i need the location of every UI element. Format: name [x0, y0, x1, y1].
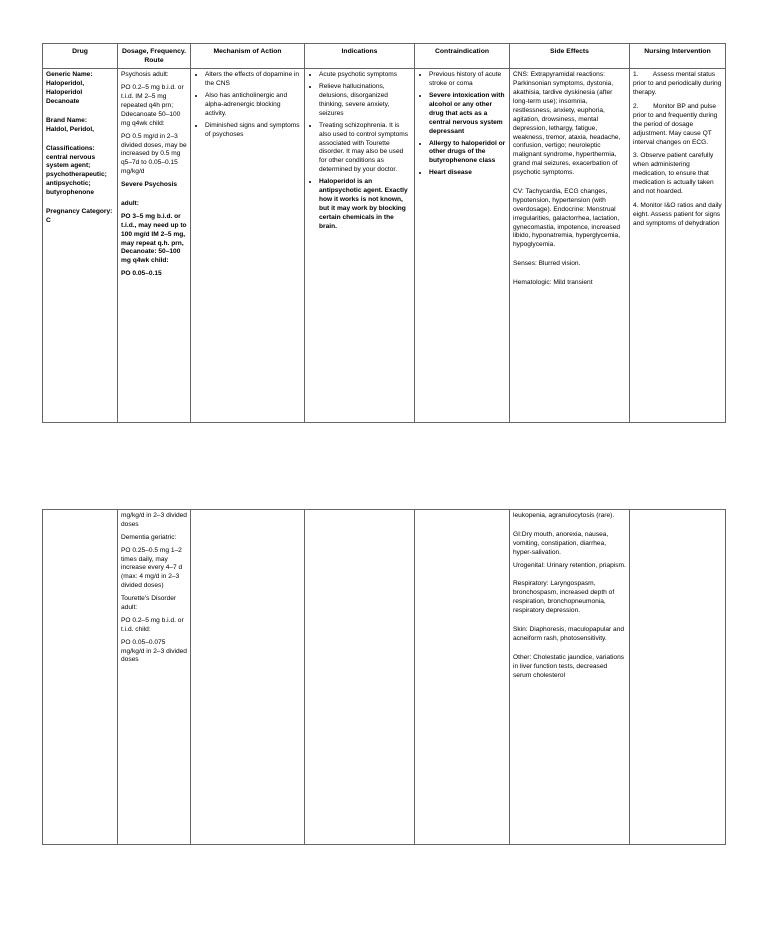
dosage-line: Dementia geriatric:: [121, 533, 177, 541]
indications-cell-empty: [305, 510, 415, 845]
dosage-line: PO 0.2–5 mg b.i.d. or t.i.d. IM 2–5 mg repeated q4h prn; Ddecanoate 50–100 mg q4wk child:: [121, 84, 184, 127]
header-mechanism: Mechanism of Action: [191, 44, 305, 69]
brand-names: Haldol, Peridol,: [46, 125, 94, 133]
side-effect-paragraph: GI:Dry mouth, anorexia, nausea, vomiting, constipation, diarrhea, hyper-salivation.: [513, 530, 609, 556]
nursing-cell: [630, 69, 726, 423]
dosage-line: PO 3–5 mg b.i.d. or t.i.d., may need up to 100 mg/d IM 2–5 mg, may repeat q.h. prn, Decanoate: 50–100 mg q4wk child:: [121, 212, 187, 265]
dosage-line: PO 0.25–0.5 mg 1–2 times daily, may increase every 4–7 d (max: 4 mg/d in 2–3 divided doses): [121, 546, 183, 590]
indication-item: • Haloperidol is an antipsychotic agent. Exactly how it works is not known, but it may work by blocking certain chemicals in the brain.: [319, 178, 411, 231]
side-effect-paragraph: Urogenital: Urinary retention, priapism.: [513, 561, 626, 569]
generic-names: Haloperidol, Haloperidol Decanoate: [46, 80, 85, 106]
side-effect-paragraph: leukopenia, agranulocytosis (rare).: [513, 512, 615, 519]
side-effect-paragraph: CV: Tachycardia, ECG changes, hypotension, hypertension (with overdosage). Endocrine: Menstrual irregularities, galactorrhea, lactation, gynecomastia, impotence, increased libido, hyponatremia, hyperglycemia, hypoglycemia.: [513, 188, 621, 249]
side-effect-paragraph: Respiratory: Laryngospasm, bronchospasm, increased depth of respiration, bronchopneumonia, respiratory depression.: [513, 580, 615, 615]
class-label: Classifications:: [46, 144, 95, 152]
indication-item: • Acute psychotic symptoms: [319, 71, 411, 80]
drug-table-page-1: [42, 43, 726, 423]
side-effects-cell: [510, 69, 630, 423]
dosage-line: adult:: [121, 200, 139, 208]
indications-cell: [305, 69, 415, 423]
nursing-cell-empty: [630, 510, 726, 845]
nursing-item: 2. Monitor BP and pulse prior to and frequently during the period of dosage adjustment. May cause QT interval changes on ECG.: [633, 103, 720, 146]
contraindication-item: • Severe intoxication with alcohol or any other drug that acts as a central nervous system depressant: [429, 92, 506, 136]
dosage-line: PO 0.05–0.075 mg/kg/d in 2–3 divided doses: [121, 638, 187, 664]
side-effect-paragraph: Skin: Diaphoresis, maculopapular and acneiform rash, photosensitivity.: [513, 626, 625, 642]
brand-label: Brand Name:: [46, 116, 88, 124]
drug-cell-empty: [43, 510, 118, 845]
contraindication-item: • Allergy to haloperidol or other drugs of the butyrophenone class: [429, 140, 506, 167]
side-effect-paragraph: Other: Cholestatic jaundice, variations in liver function tests, decreased serum cholesterol: [513, 653, 625, 679]
dosage-line: PO 0.05–0.15: [121, 270, 162, 278]
drug-cell: [43, 69, 118, 423]
header-indications: Indications: [305, 44, 415, 69]
mechanism-cell: [191, 69, 305, 423]
header-drug: Drug: [43, 44, 118, 69]
generic-label: Generic Name:: [46, 71, 93, 79]
dosage-line: Psychosis adult:: [121, 71, 169, 79]
contraindication-cell: [415, 69, 510, 423]
header-contraindication: Contraindication: [415, 44, 510, 69]
dosage-line: PO 0.2–5 mg b.i.d. or t.i.d. child:: [121, 616, 184, 633]
mechanism-item: • Also has anticholinergic and alpha-adrenergic blocking activity.: [205, 92, 301, 119]
side-effects-cell: [510, 510, 630, 845]
mechanism-item: • Alters the effects of dopamine in the CNS: [205, 71, 301, 89]
header-nursing: Nursing Intervention: [630, 44, 726, 69]
side-effect-paragraph: Hematologic: Mild transient: [513, 279, 593, 287]
indication-item: • Relieve hallucinations, delusions, disorganized thinking, severe anxiety, seizures: [319, 83, 411, 119]
header-side-effects: Side Effects: [510, 44, 630, 69]
side-effect-paragraph: CNS: Extrapyramidal reactions: Parkinsonian symptoms, dystonia, akathisia, tardive dyskinesia (after long-term use); insomnia, restlessness, anxiety, euphoria, agitation, drowsiness, mental depression, lethargy, fatigue, weakness, tremor, ataxia, headache, confusion, vertigo; neuroleptic malignant syndrome, hyperthermia, grand mal seizures, exacerbation of psychotic symptoms.: [513, 71, 621, 177]
mechanism-item: • Diminished signs and symptoms of psychoses: [205, 122, 301, 140]
nursing-item: 4. Monitor I&O ratios and daily eight. Assess patient for signs and symptoms of dehydration: [633, 201, 722, 227]
drug-table-page-2: [42, 509, 726, 845]
contraindication-item: • Heart disease: [429, 169, 506, 178]
side-effect-paragraph: Senses: Blurred vision.: [513, 260, 581, 268]
nursing-item: 1. Assess mental status prior to and periodically during therapy.: [633, 71, 724, 97]
nursing-item: 3. Observe patient carefully when administering medication, to ensure that medication is actually taken and not hoarded.: [633, 152, 714, 196]
indication-item: • Treating schizophrenia. It is also used to control symptoms associated with Tourette disorder. It may also be used for other conditions as determined by your doctor.: [319, 122, 411, 175]
dosage-line: Severe Psychosis: [121, 181, 178, 189]
mechanism-cell-empty: [191, 510, 305, 845]
dosage-line: PO 0.5 mg/d in 2–3 divided doses, may be increased by 0.5 mg q5–7d to 0.05–0.15 mg/kg/d: [121, 132, 187, 176]
dosage-cell: [118, 69, 191, 423]
contraindication-item: • Previous history of acute stroke or coma: [429, 71, 506, 89]
classes: central nervous system agent; psychotherapeutic; antipsychotic; butyrophenone: [46, 153, 107, 197]
header-dosage: Dosage, Frequency. Route: [118, 44, 191, 69]
contraindication-cell-empty: [415, 510, 510, 845]
pregnancy-category: Pregnancy Category: C: [46, 208, 113, 224]
dosage-cell: [118, 510, 191, 845]
dosage-line: Tourette's Disorder adult:: [121, 595, 177, 612]
dosage-line: mg/kg/d in 2–3 divided doses: [121, 512, 187, 528]
